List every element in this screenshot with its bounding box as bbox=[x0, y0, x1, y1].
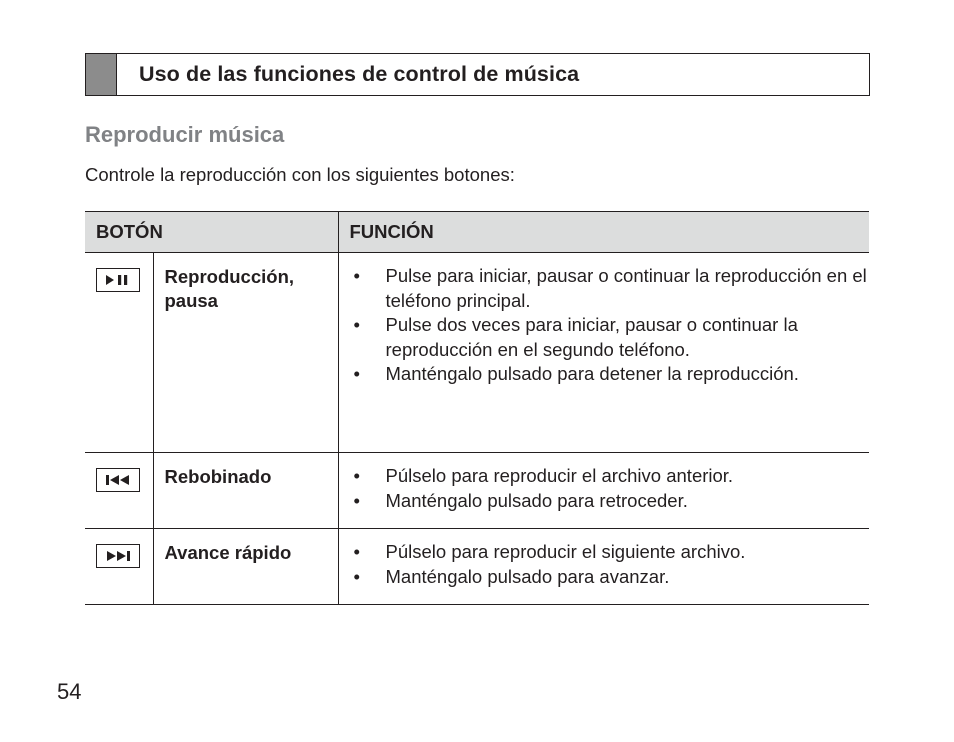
table-row bbox=[85, 529, 869, 605]
function-cell bbox=[338, 529, 869, 605]
header-button: BOTÓN bbox=[85, 212, 338, 253]
icon-cell bbox=[85, 453, 153, 529]
controls-table bbox=[85, 211, 869, 605]
list-item: • Pulse dos veces para iniciar, pausar o continuar la reproducción en el segundo teléfono. bbox=[351, 313, 870, 362]
table-row bbox=[85, 453, 869, 529]
rewind-icon bbox=[104, 469, 132, 491]
icon-cell bbox=[85, 529, 153, 605]
rewind-key bbox=[96, 468, 140, 492]
intro-text: Controle la reproducción con los siguientes botones: bbox=[85, 164, 515, 185]
section-title: Uso de las funciones de control de música bbox=[139, 62, 580, 86]
list-item: • Manténgalo pulsado para avanzar. bbox=[351, 565, 870, 590]
table-header-row bbox=[85, 212, 869, 253]
function-list bbox=[351, 464, 870, 513]
button-name: Reproducción, pausa bbox=[153, 253, 338, 453]
table-row bbox=[85, 253, 869, 453]
subsection-title: Reproducir música bbox=[85, 122, 285, 147]
section-header bbox=[85, 53, 870, 96]
function-cell bbox=[338, 453, 869, 529]
fast-forward-icon bbox=[104, 545, 132, 567]
list-item: • Manténgalo pulsado para retroceder. bbox=[351, 489, 870, 514]
section-header-marker bbox=[86, 54, 117, 95]
play-pause-icon bbox=[104, 269, 132, 291]
function-cell bbox=[338, 253, 869, 453]
list-item: • Pulse para iniciar, pausar o continuar la reproducción en el teléfono principal. bbox=[351, 264, 870, 313]
header-function: FUNCIÓN bbox=[338, 212, 869, 253]
button-name: Avance rápido bbox=[153, 529, 338, 605]
list-item: • Manténgalo pulsado para detener la reproducción. bbox=[351, 362, 870, 387]
function-list bbox=[351, 264, 870, 387]
button-name: Rebobinado bbox=[153, 453, 338, 529]
play-pause-key bbox=[96, 268, 140, 292]
list-item: • Púlselo para reproducir el siguiente archivo. bbox=[351, 540, 870, 565]
fast-forward-key bbox=[96, 544, 140, 568]
page-number: 54 bbox=[57, 679, 82, 704]
icon-cell bbox=[85, 253, 153, 453]
function-list bbox=[351, 540, 870, 589]
list-item: • Púlselo para reproducir el archivo anterior. bbox=[351, 464, 870, 489]
